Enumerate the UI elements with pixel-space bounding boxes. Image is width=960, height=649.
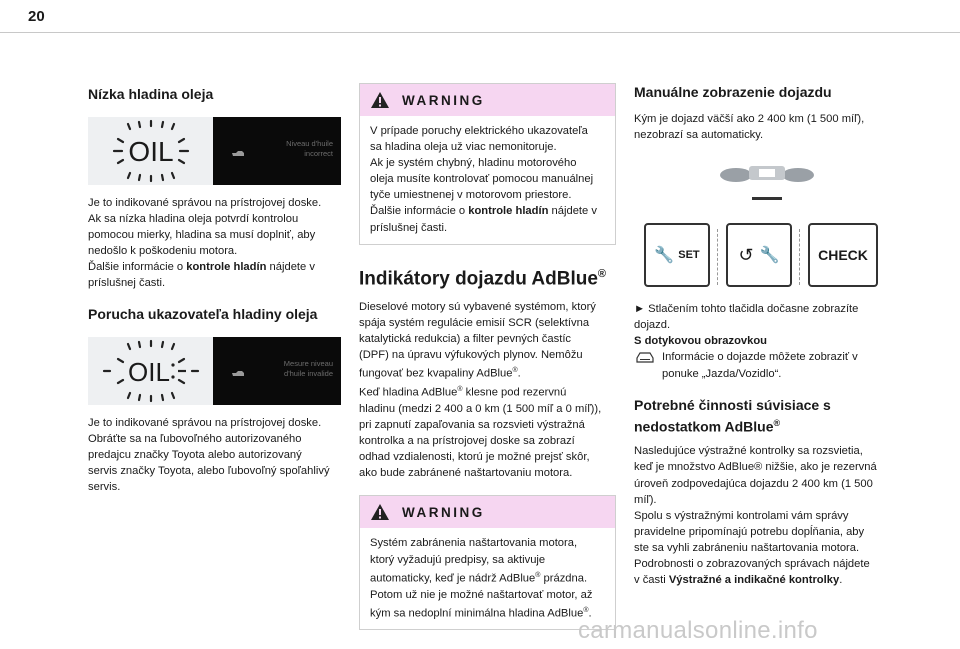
wrench-icon: 🔧 <box>654 247 675 265</box>
column-left <box>88 80 353 495</box>
wrench-icon: 🔧 <box>759 247 780 265</box>
oil-warning-lamp <box>88 117 213 185</box>
adblue-actions-text: Nasledujúce výstražné kontrolky sa rozsvietia, keď je množstvo AdBlue® nižšie, ako je rezervná úroveň zodpovedajúca dojazdu 2 400 km (1 500 míľ). Spolu s výstražnými kontrolami vám správy pravidelne pripomínajú potrebu dopĺňania, aby ste sa vyhli zabráneniu naštartovania motora. Podrobnosti o zobrazovaných správach nájdete v časti Výstražné a indikačné kontrolky. <box>634 445 877 587</box>
dashboard-controls-illustration <box>634 151 892 301</box>
set-button[interactable]: 🔧 SET <box>644 223 710 287</box>
oil-can-icon <box>231 365 245 383</box>
adblue-text: Dieselové motory sú vybavené systémom, ktorý spája systém regulácie emisií SCR (selektívna katalytická redukcia) a filter pevných častíc (DPF) na úpravu výfukových plynov. Nemôžu fungovať bez kvapaliny AdBlue®. Keď hladina AdBlue® klesne pod rezervnú hladinu (medzi 2 400 a 0 km (1 500 míľ a 0 míľ)), pri zapnutí zapaľovania sa rozsvieti výstražná kontrolka a na prístrojovej doske sa zobrazí odhad vzdialenosti, ktorú je možné prejsť skôr, ako bude zabránené naštartovaniu motora. <box>359 300 602 480</box>
oil-sensor-lamp <box>88 337 213 405</box>
oil-sensor-fault-text: Je to indikované správou na prístrojovej doske. Obráťte sa na ľubovoľného autorizovaného predajcu značky Toyota alebo autorizovaný servis značky Toyota, alebo ľubovoľný spoľahlivý servis. <box>88 416 330 493</box>
section-title-adblue-actions: Potrebné činnosti súvisiace s nedostatkom AdBlue® <box>634 396 831 435</box>
svg-text:OIL: OIL <box>128 136 174 167</box>
reset-range-button[interactable] <box>726 223 792 287</box>
instrument-message-screen <box>213 117 341 185</box>
manual-range-text: Kým je dojazd väčší ako 2 400 km (1 500 míľ), nezobrazí sa automaticky. <box>634 113 865 142</box>
page-number: 20 <box>28 8 45 25</box>
oil-can-icon <box>231 145 245 163</box>
warning-title: WARNING <box>402 92 485 108</box>
bullet-arrow-icon: ► <box>634 303 646 316</box>
instrument-message-screen-2 <box>213 337 341 405</box>
section-title-manual-range: Manuálne zobrazenie dojazdu <box>634 84 832 100</box>
warning-triangle-icon <box>370 503 390 521</box>
column-right <box>634 83 892 588</box>
warning-text-2: Systém zabránenia naštartovania motora, ktorý vyžadujú predpisy, sa aktivuje automaticky, keď je nádrž AdBlue® prázdna. Potom už nie je možné naštartovať motor, až kým sa nedoplní minimálna hladina AdBlue®. <box>370 537 593 620</box>
column-middle <box>359 83 616 630</box>
warning-title: WARNING <box>402 504 485 520</box>
warning-box-1 <box>359 83 616 245</box>
section-title-oil-sensor-fault: Porucha ukazovateľa hladiny oleja <box>88 305 318 322</box>
warning-header <box>360 84 615 116</box>
touchscreen-car-icon <box>634 349 662 381</box>
low-oil-text: Je to indikované správou na prístrojovej doske. Ak sa nízka hladina oleja potvrdí kontrolou pomocou mierky, hladina sa musí doplniť, aby nedošlo k poškodeniu motora. Ďalšie informácie o kontrole hladín nájdete v príslušnej časti. <box>88 197 322 290</box>
manual-range-instructions: ► Stlačením tohto tlačidla dočasne zobrazíte dojazd. S dotykovou obrazovkou Informácie o dojazde môžete zobraziť v ponuke „Jazda/Vozidlo“. <box>634 301 892 381</box>
divider <box>799 229 800 285</box>
warning-triangle-icon <box>370 91 390 109</box>
instrument-message: Niveau d'huile incorrect <box>286 139 333 158</box>
warning-header <box>360 496 615 528</box>
check-button[interactable]: CHECK <box>808 223 878 287</box>
svg-text:OIL: OIL <box>128 356 170 387</box>
section-title-low-oil: Nízka hladina oleja <box>88 86 214 102</box>
warning-text-1: V prípade poruchy elektrického ukazovateľa sa hladina oleja už viac nemonitoruje. Ak je systém chybný, hladinu motorového oleja musíte kontrolovať pomocou manuálnej tyče umiestnenej v motorovom priestore. Ďalšie informácie o kontrole hladín nájdete v príslušnej časti. <box>370 125 597 234</box>
warning-box-2 <box>359 495 616 630</box>
section-title-adblue: Indikátory dojazdu AdBlue® <box>359 267 607 289</box>
button-row <box>644 223 892 295</box>
return-arrow-icon: ↺ <box>738 244 754 265</box>
watermark: carmanualsonline.info <box>578 617 818 644</box>
oil-dashes-icon <box>88 337 213 405</box>
divider <box>717 229 718 285</box>
oil-icon <box>88 117 213 185</box>
steering-stalk-icon <box>634 157 892 207</box>
low-oil-illustration <box>88 117 341 185</box>
oil-sensor-fault-illustration <box>88 337 341 405</box>
instrument-message-2: Mesure niveau d'huile invalide <box>283 358 333 378</box>
header-divider <box>0 32 960 33</box>
